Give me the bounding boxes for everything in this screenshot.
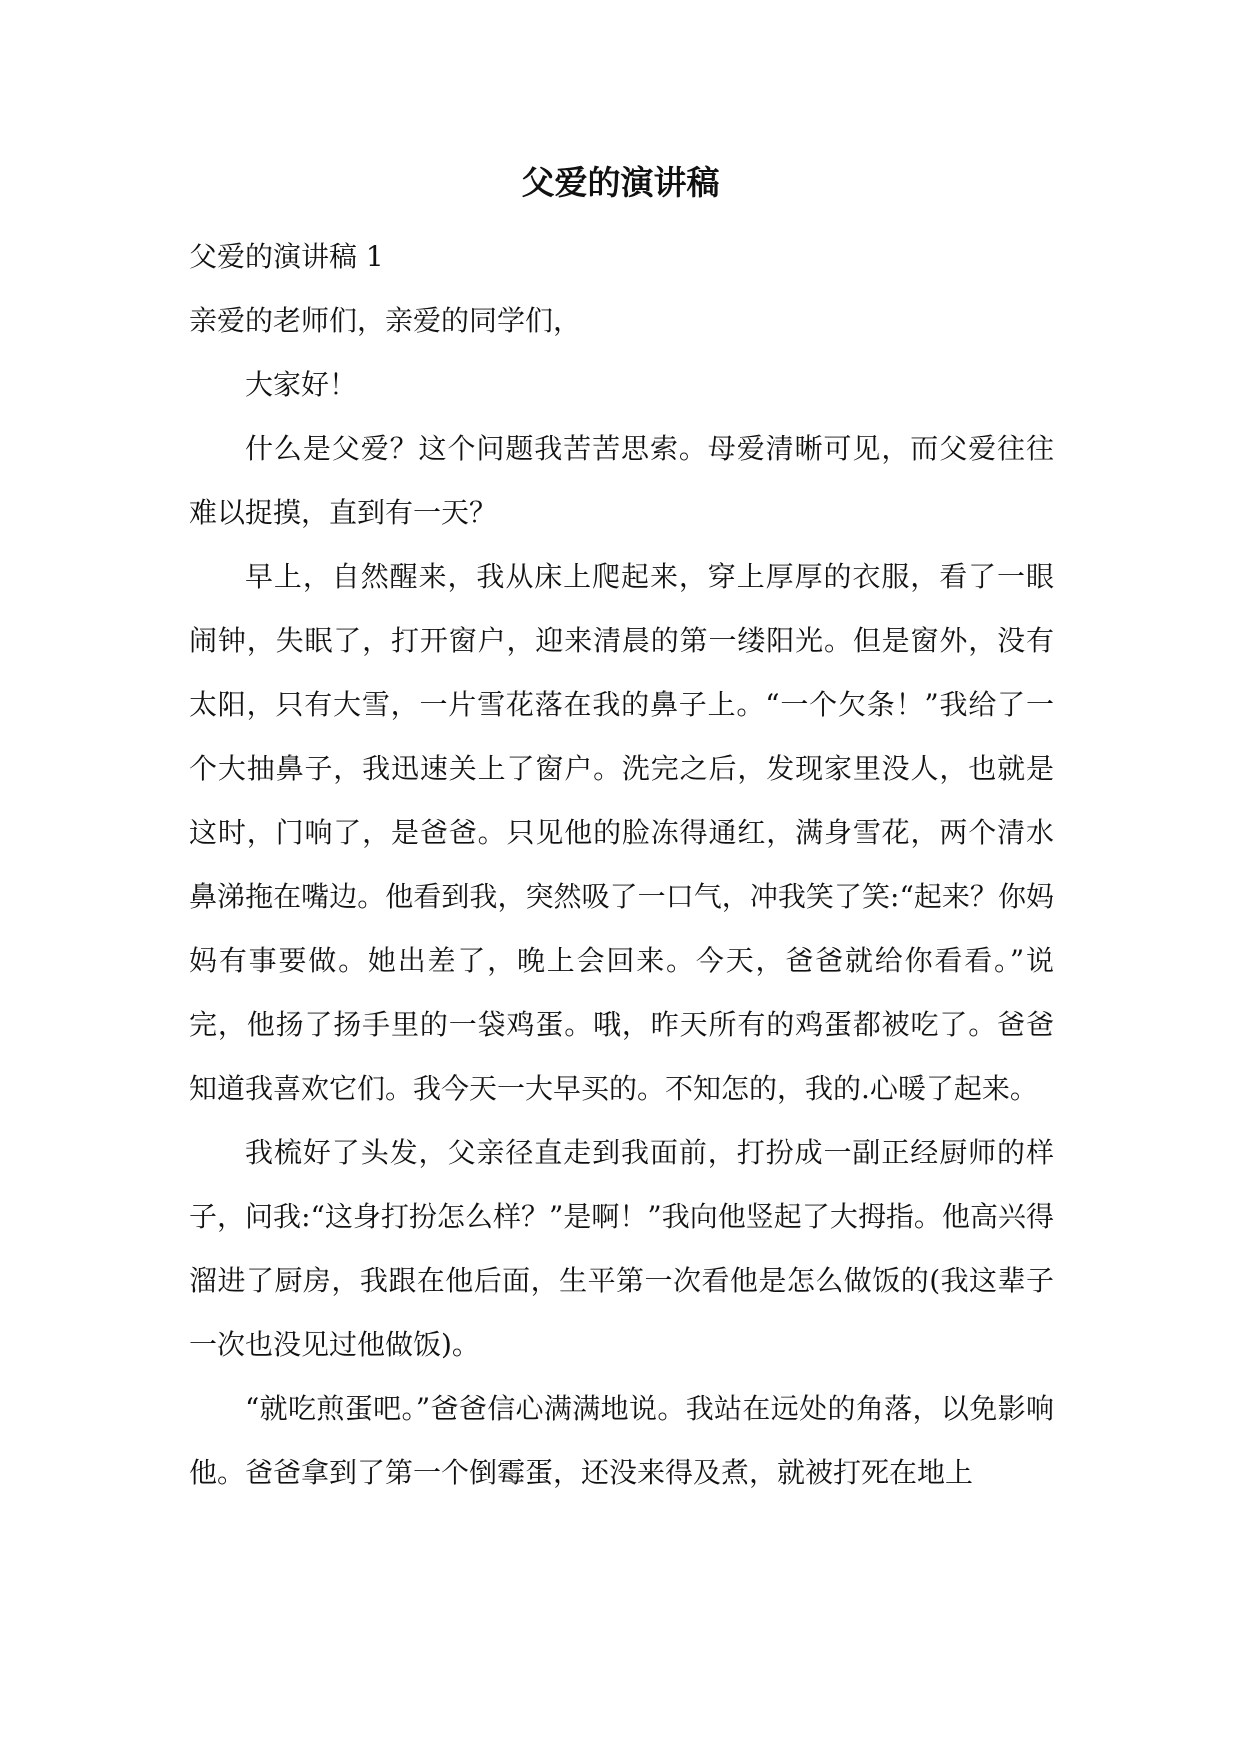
paragraph: 早上，自然醒来，我从床上爬起来，穿上厚厚的衣服，看了一眼闹钟，失眠了，打开窗户，迎来清晨的第一缕阳光。但是窗外，没有太阳，只有大雪，一片雪花落在我的鼻子上。“一个欠条！”我给了一个大抽鼻子，我迅速关上了窗户。洗完之后，发现家里没人，也就是这时，门响了，是爸爸。只见他的脸冻得通红，满身雪花，两个清水鼻涕拖在嘴边。他看到我，突然吸了一口气，冲我笑了笑:“起来？你妈妈有事要做。她出差了，晚上会回来。今天，爸爸就给你看看。”说完，他扬了扬手里的一袋鸡蛋。哦，昨天所有的鸡蛋都被吃了。爸爸知道我喜欢它们。我今天一大早买的。不知怎的，我的.心暖了起来。	[189, 560, 1054, 1105]
document-body	[189, 225, 1054, 1505]
document-subtitle: 父爱的演讲稿 1	[189, 240, 384, 273]
paragraph: 我梳好了头发，父亲径直走到我面前，打扮成一副正经厨师的样子，问我:“这身打扮怎么样？”是啊！”我向他竖起了大拇指。他高兴得溜进了厨房，我跟在他后面，生平第一次看他是怎么做饭的(我这辈子一次也没见过他做饭)。	[189, 1136, 1054, 1361]
salutation: 亲爱的老师们，亲爱的同学们，	[189, 304, 582, 337]
paragraph-greeting: 大家好！	[245, 368, 358, 401]
paragraph: 什么是父爱？这个问题我苦苦思索。母爱清晰可见，而父爱往往难以捉摸，直到有一天？	[189, 432, 1054, 529]
paragraph: “就吃煎蛋吧。”爸爸信心满满地说。我站在远处的角落，以免影响他。爸爸拿到了第一个倒霉蛋，还没来得及煮，就被打死在地上	[189, 1392, 1054, 1489]
document-title: 父爱的演讲稿	[521, 163, 720, 202]
